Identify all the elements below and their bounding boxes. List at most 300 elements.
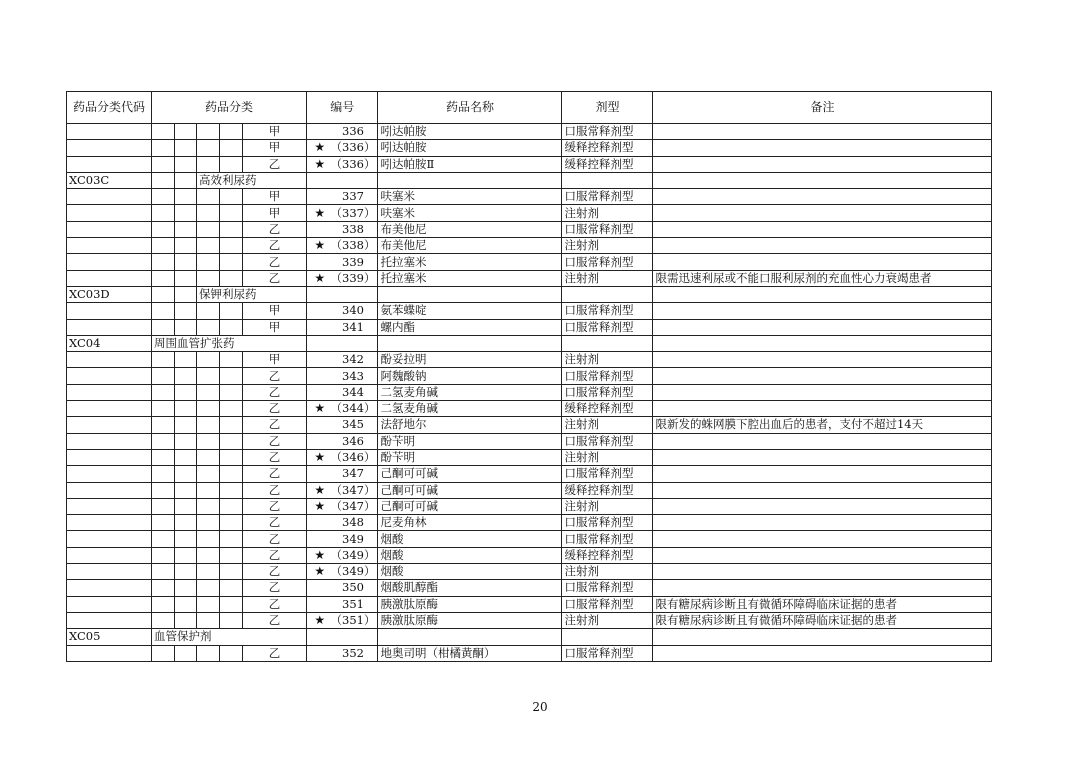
table-row xyxy=(67,254,992,270)
number-cell: 340 xyxy=(331,303,378,319)
dosage-form: 缓释控释剂型 xyxy=(562,401,653,417)
code-cell xyxy=(67,612,152,628)
star-icon xyxy=(307,417,331,433)
number-cell: （336） xyxy=(331,156,378,172)
indent-cell xyxy=(220,205,243,221)
dosage-form: 注射剂 xyxy=(562,270,653,286)
indent-cell xyxy=(197,547,220,563)
indent-cell xyxy=(197,449,220,465)
code-cell xyxy=(67,124,152,140)
code-cell xyxy=(67,580,152,596)
number-cell: （349） xyxy=(331,564,378,580)
indent-cell xyxy=(220,352,243,368)
indent-cell xyxy=(152,547,175,563)
remark xyxy=(653,384,992,400)
table-row xyxy=(67,433,992,449)
remark xyxy=(653,401,992,417)
indent-cell xyxy=(175,124,197,140)
indent-cell xyxy=(197,417,220,433)
indent-cell xyxy=(175,352,197,368)
indent-cell xyxy=(152,238,175,254)
remark xyxy=(653,254,992,270)
star-icon xyxy=(307,645,331,661)
number-cell xyxy=(331,335,378,351)
drug-name: 布美他尼 xyxy=(378,221,562,237)
number-cell xyxy=(331,286,378,302)
indent-cell xyxy=(197,482,220,498)
grade-cell: 乙 xyxy=(243,401,307,417)
indent-cell xyxy=(175,368,197,384)
category-row xyxy=(67,172,992,188)
remark: 限需迅速利尿或不能口服利尿剂的充血性心力衰竭患者 xyxy=(653,270,992,286)
indent-cell xyxy=(175,417,197,433)
drug-name: 酚妥拉明 xyxy=(378,352,562,368)
number-cell: （346） xyxy=(331,449,378,465)
star-icon: ★ xyxy=(307,270,331,286)
category-code: XC03D xyxy=(67,286,152,302)
grade-cell: 乙 xyxy=(243,498,307,514)
code-cell xyxy=(67,482,152,498)
star-icon: ★ xyxy=(307,401,331,417)
remark xyxy=(653,564,992,580)
grade-cell: 乙 xyxy=(243,580,307,596)
indent-cell xyxy=(197,254,220,270)
code-cell xyxy=(67,401,152,417)
number-cell: 343 xyxy=(331,368,378,384)
indent-cell xyxy=(220,221,243,237)
indent-cell xyxy=(152,531,175,547)
table-row xyxy=(67,140,992,156)
number-cell: 351 xyxy=(331,596,378,612)
drug-name: 己酮可可碱 xyxy=(378,482,562,498)
indent-cell xyxy=(220,645,243,661)
grade-cell: 乙 xyxy=(243,531,307,547)
remark-cell xyxy=(653,172,992,188)
dosage-form: 口服常释剂型 xyxy=(562,596,653,612)
code-cell xyxy=(67,254,152,270)
table-row xyxy=(67,645,992,661)
drug-name: 烟酸肌醇酯 xyxy=(378,580,562,596)
dosage-form: 口服常释剂型 xyxy=(562,254,653,270)
name-cell xyxy=(378,335,562,351)
drug-name: 酚苄明 xyxy=(378,449,562,465)
indent-cell xyxy=(197,531,220,547)
table-row xyxy=(67,564,992,580)
star-icon xyxy=(307,303,331,319)
number-cell: 341 xyxy=(331,319,378,335)
dosage-form: 口服常释剂型 xyxy=(562,433,653,449)
code-cell xyxy=(67,466,152,482)
indent-cell xyxy=(197,270,220,286)
dosage-form: 注射剂 xyxy=(562,612,653,628)
category-row xyxy=(67,629,992,645)
remark xyxy=(653,498,992,514)
indent-cell xyxy=(175,449,197,465)
drug-name: 烟酸 xyxy=(378,547,562,563)
code-cell xyxy=(67,270,152,286)
number-cell: 349 xyxy=(331,531,378,547)
indent-cell xyxy=(220,238,243,254)
indent-cell xyxy=(220,449,243,465)
name-cell xyxy=(378,629,562,645)
indent-cell xyxy=(220,156,243,172)
star-icon xyxy=(307,466,331,482)
number-cell: 350 xyxy=(331,580,378,596)
remark xyxy=(653,238,992,254)
star-icon xyxy=(307,368,331,384)
indent-cell xyxy=(220,401,243,417)
number-cell xyxy=(331,172,378,188)
dosage-form: 注射剂 xyxy=(562,417,653,433)
dosage-form: 缓释控释剂型 xyxy=(562,156,653,172)
table-row xyxy=(67,547,992,563)
drug-name: 二氢麦角碱 xyxy=(378,401,562,417)
indent-cell xyxy=(220,580,243,596)
indent-cell xyxy=(220,466,243,482)
indent-cell xyxy=(220,270,243,286)
indent-cell xyxy=(175,433,197,449)
star-icon xyxy=(307,580,331,596)
table-row xyxy=(67,515,992,531)
indent-cell xyxy=(152,254,175,270)
indent-cell xyxy=(152,580,175,596)
remark: 限有糖尿病诊断且有微循环障碍临床证据的患者 xyxy=(653,612,992,628)
indent-cell xyxy=(152,221,175,237)
grade-cell: 乙 xyxy=(243,612,307,628)
indent-cell xyxy=(197,401,220,417)
code-cell xyxy=(67,596,152,612)
name-cell xyxy=(378,286,562,302)
dosage-form: 注射剂 xyxy=(562,352,653,368)
star-cell xyxy=(307,172,331,188)
number-cell: （336） xyxy=(331,140,378,156)
star-icon xyxy=(307,124,331,140)
header-code: 药品分类代码 xyxy=(67,92,152,124)
code-cell xyxy=(67,221,152,237)
code-cell xyxy=(67,189,152,205)
number-cell: 346 xyxy=(331,433,378,449)
remark xyxy=(653,189,992,205)
indent-cell xyxy=(175,205,197,221)
indent-cell xyxy=(220,596,243,612)
remark xyxy=(653,482,992,498)
code-cell xyxy=(67,531,152,547)
name-cell xyxy=(378,172,562,188)
star-cell xyxy=(307,286,331,302)
header-name: 药品名称 xyxy=(378,92,562,124)
drug-name: 胰激肽原酶 xyxy=(378,612,562,628)
indent-cell xyxy=(175,238,197,254)
number-cell: （347） xyxy=(331,482,378,498)
category-label: 周围血管扩张药 xyxy=(152,335,307,351)
indent-cell xyxy=(175,303,197,319)
indent-cell xyxy=(197,303,220,319)
star-icon: ★ xyxy=(307,238,331,254)
indent-cell xyxy=(152,205,175,221)
drug-name: 吲达帕胺Ⅱ xyxy=(378,156,562,172)
indent-cell xyxy=(175,498,197,514)
category-code: XC04 xyxy=(67,335,152,351)
indent-cell xyxy=(220,515,243,531)
indent-cell xyxy=(220,498,243,514)
table-row xyxy=(67,156,992,172)
remark xyxy=(653,124,992,140)
code-cell xyxy=(67,449,152,465)
grade-cell: 乙 xyxy=(243,417,307,433)
number-cell: 337 xyxy=(331,189,378,205)
indent-cell xyxy=(152,156,175,172)
table-row xyxy=(67,270,992,286)
indent-cell xyxy=(175,156,197,172)
code-cell xyxy=(67,352,152,368)
grade-cell: 乙 xyxy=(243,515,307,531)
drug-name: 吲达帕胺 xyxy=(378,124,562,140)
indent-cell xyxy=(220,417,243,433)
indent-cell xyxy=(220,564,243,580)
dosage-form: 口服常释剂型 xyxy=(562,319,653,335)
grade-cell: 乙 xyxy=(243,270,307,286)
code-cell xyxy=(67,417,152,433)
table-row xyxy=(67,449,992,465)
indent-cell xyxy=(152,124,175,140)
dosage-form: 口服常释剂型 xyxy=(562,645,653,661)
table-row xyxy=(67,401,992,417)
dosage-form: 口服常释剂型 xyxy=(562,515,653,531)
indent-cell xyxy=(175,401,197,417)
remark xyxy=(653,466,992,482)
number-cell: （344） xyxy=(331,401,378,417)
indent-cell xyxy=(152,564,175,580)
indent-cell xyxy=(152,319,175,335)
form-cell xyxy=(562,286,653,302)
star-icon xyxy=(307,596,331,612)
indent-cell xyxy=(175,466,197,482)
code-cell xyxy=(67,547,152,563)
drug-name: 尼麦角林 xyxy=(378,515,562,531)
remark xyxy=(653,221,992,237)
star-icon: ★ xyxy=(307,205,331,221)
indent-cell xyxy=(197,319,220,335)
number-cell: （351） xyxy=(331,612,378,628)
table-header-row xyxy=(67,92,992,124)
star-icon xyxy=(307,254,331,270)
category-label: 高效利尿药 xyxy=(197,172,307,188)
number-cell: 347 xyxy=(331,466,378,482)
number-cell: 342 xyxy=(331,352,378,368)
remark xyxy=(653,140,992,156)
indent-cell xyxy=(152,303,175,319)
drug-name: 螺内酯 xyxy=(378,319,562,335)
table-row xyxy=(67,498,992,514)
code-cell xyxy=(67,433,152,449)
number-cell: （338） xyxy=(331,238,378,254)
drug-name: 布美他尼 xyxy=(378,238,562,254)
star-icon xyxy=(307,189,331,205)
header-remark: 备注 xyxy=(653,92,992,124)
indent-cell xyxy=(175,531,197,547)
table-row xyxy=(67,205,992,221)
remark xyxy=(653,368,992,384)
star-icon: ★ xyxy=(307,547,331,563)
code-cell xyxy=(67,515,152,531)
dosage-form: 口服常释剂型 xyxy=(562,189,653,205)
remark xyxy=(653,531,992,547)
remark: 限新发的蛛网膜下腔出血后的患者，支付不超过14天 xyxy=(653,417,992,433)
table-body xyxy=(67,124,992,662)
indent-cell xyxy=(175,580,197,596)
category-row xyxy=(67,286,992,302)
indent-cell xyxy=(197,124,220,140)
indent-cell xyxy=(152,612,175,628)
dosage-form: 口服常释剂型 xyxy=(562,531,653,547)
drug-name: 二氢麦角碱 xyxy=(378,384,562,400)
indent-cell xyxy=(197,221,220,237)
indent-cell xyxy=(197,580,220,596)
table-row xyxy=(67,482,992,498)
indent-cell xyxy=(152,270,175,286)
drug-table xyxy=(66,91,992,662)
table-row xyxy=(67,303,992,319)
number-cell: （347） xyxy=(331,498,378,514)
table-row xyxy=(67,596,992,612)
indent-cell xyxy=(220,531,243,547)
remark-cell xyxy=(653,629,992,645)
grade-cell: 乙 xyxy=(243,547,307,563)
indent-cell xyxy=(175,596,197,612)
table-row xyxy=(67,417,992,433)
indent-cell xyxy=(152,417,175,433)
dosage-form: 缓释控释剂型 xyxy=(562,140,653,156)
indent-cell xyxy=(220,254,243,270)
indent-cell xyxy=(220,547,243,563)
indent-cell xyxy=(175,319,197,335)
indent-cell xyxy=(152,384,175,400)
form-cell xyxy=(562,629,653,645)
number-cell: 352 xyxy=(331,645,378,661)
category-label: 血管保护剂 xyxy=(152,629,307,645)
indent-cell xyxy=(175,612,197,628)
star-icon xyxy=(307,221,331,237)
indent-cell xyxy=(175,140,197,156)
number-cell xyxy=(331,629,378,645)
indent-cell xyxy=(197,596,220,612)
indent-cell xyxy=(220,189,243,205)
table-row xyxy=(67,238,992,254)
indent-cell xyxy=(152,482,175,498)
remark xyxy=(653,547,992,563)
drug-name: 托拉塞米 xyxy=(378,270,562,286)
category-row xyxy=(67,335,992,351)
grade-cell: 乙 xyxy=(243,254,307,270)
dosage-form: 口服常释剂型 xyxy=(562,368,653,384)
grade-cell: 甲 xyxy=(243,205,307,221)
indent-cell xyxy=(152,401,175,417)
remark xyxy=(653,303,992,319)
indent-cell xyxy=(197,238,220,254)
dosage-form: 口服常释剂型 xyxy=(562,384,653,400)
indent-cell xyxy=(220,433,243,449)
category-label: 保钾利尿药 xyxy=(197,286,307,302)
table-row xyxy=(67,580,992,596)
grade-cell: 乙 xyxy=(243,433,307,449)
remark xyxy=(653,449,992,465)
drug-name: 地奥司明（柑橘黄酮） xyxy=(378,645,562,661)
remark-cell xyxy=(653,286,992,302)
indent-cell xyxy=(197,433,220,449)
table-row xyxy=(67,189,992,205)
remark xyxy=(653,645,992,661)
number-cell: （337） xyxy=(331,205,378,221)
grade-cell: 乙 xyxy=(243,449,307,465)
code-cell xyxy=(67,238,152,254)
indent-cell xyxy=(197,384,220,400)
number-cell: （349） xyxy=(331,547,378,563)
indent-cell xyxy=(152,433,175,449)
remark xyxy=(653,156,992,172)
code-cell xyxy=(67,319,152,335)
indent-cell xyxy=(175,384,197,400)
remark xyxy=(653,515,992,531)
dosage-form: 注射剂 xyxy=(562,564,653,580)
drug-name: 己酮可可碱 xyxy=(378,466,562,482)
header-category: 药品分类 xyxy=(152,92,307,124)
dosage-form: 口服常释剂型 xyxy=(562,580,653,596)
indent-cell xyxy=(220,124,243,140)
indent-cell xyxy=(175,515,197,531)
star-icon: ★ xyxy=(307,449,331,465)
dosage-form: 口服常释剂型 xyxy=(562,466,653,482)
indent-cell xyxy=(220,319,243,335)
star-icon xyxy=(307,352,331,368)
drug-name: 酚苄明 xyxy=(378,433,562,449)
grade-cell: 乙 xyxy=(243,466,307,482)
indent-cell xyxy=(197,466,220,482)
code-cell xyxy=(67,498,152,514)
indent-cell xyxy=(197,352,220,368)
remark: 限有糖尿病诊断且有微循环障碍临床证据的患者 xyxy=(653,596,992,612)
table-row xyxy=(67,384,992,400)
star-cell xyxy=(307,629,331,645)
indent-cell xyxy=(197,564,220,580)
indent-cell xyxy=(175,254,197,270)
form-cell xyxy=(562,335,653,351)
indent-cell xyxy=(175,645,197,661)
form-cell xyxy=(562,172,653,188)
grade-cell: 乙 xyxy=(243,482,307,498)
indent-cell xyxy=(197,140,220,156)
remark xyxy=(653,433,992,449)
dosage-form: 注射剂 xyxy=(562,498,653,514)
indent-cell xyxy=(175,270,197,286)
table-row xyxy=(67,368,992,384)
code-cell xyxy=(67,205,152,221)
category-code: XC05 xyxy=(67,629,152,645)
category-code: XC03C xyxy=(67,172,152,188)
indent-cell xyxy=(175,189,197,205)
dosage-form: 注射剂 xyxy=(562,449,653,465)
grade-cell: 乙 xyxy=(243,596,307,612)
indent-cell xyxy=(220,140,243,156)
dosage-form: 注射剂 xyxy=(562,205,653,221)
star-icon: ★ xyxy=(307,156,331,172)
dosage-form: 口服常释剂型 xyxy=(562,221,653,237)
star-icon: ★ xyxy=(307,482,331,498)
indent-cell xyxy=(220,368,243,384)
drug-name: 托拉塞米 xyxy=(378,254,562,270)
table-row xyxy=(67,531,992,547)
indent-cell xyxy=(197,189,220,205)
drug-name: 己酮可可碱 xyxy=(378,498,562,514)
